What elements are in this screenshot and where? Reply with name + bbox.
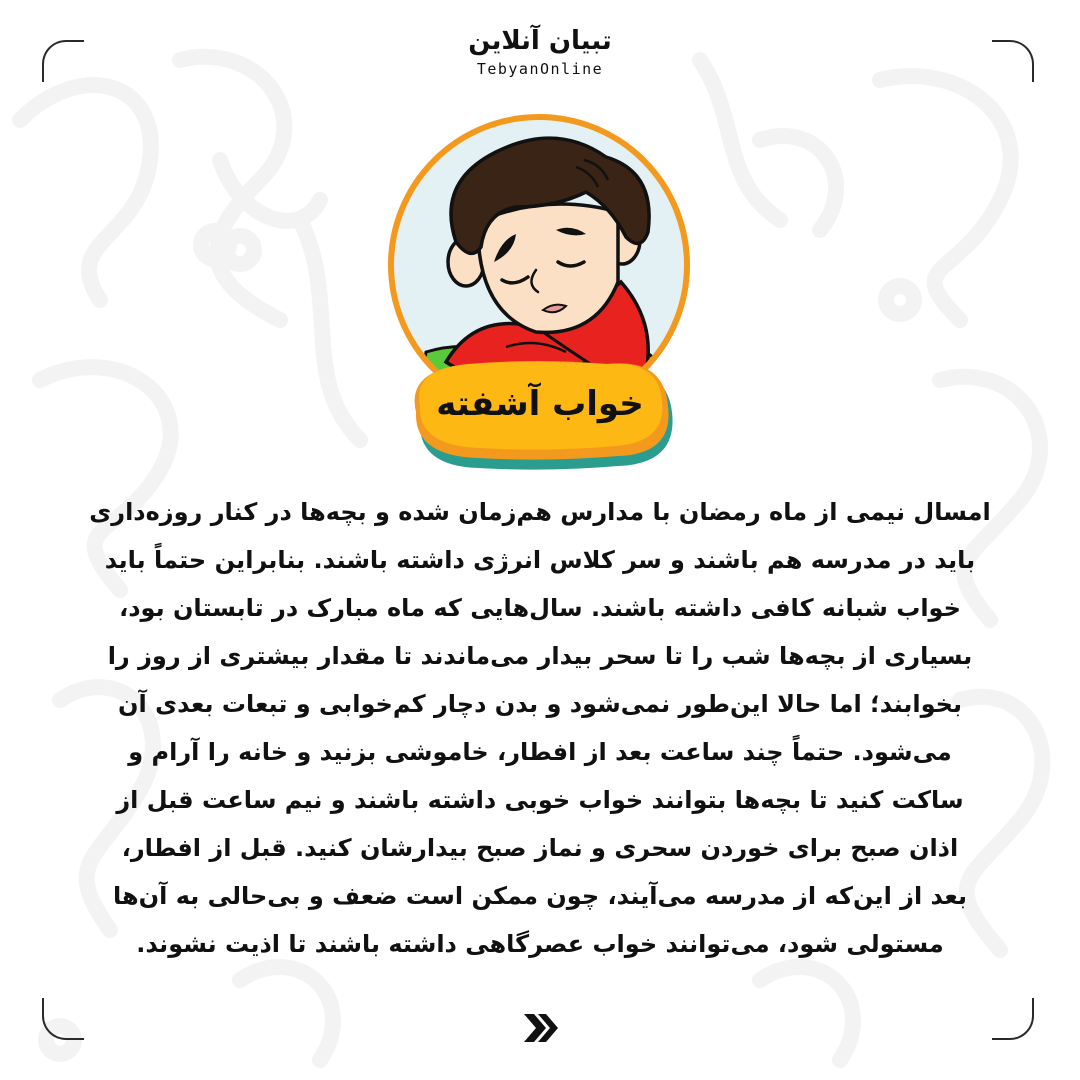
brand-logo — [440, 26, 640, 78]
article-line: مستولی شود، می‌توانند خواب عصرگاهی داشته باشند تا اذیت نشوند. — [136, 930, 944, 958]
article-line: می‌شود. حتماً چند ساعت بعد از افطار، خاموشی بزنید و خانه را آرام و — [128, 738, 952, 766]
article-line: بخوابند؛ اما حالا این‌طور نمی‌شود و بدن دچار کم‌خوابی و تبعات بعدی آن — [118, 690, 962, 718]
frame-corner-top-left — [42, 40, 84, 82]
article-line: باید در مدرسه هم باشند و سر کلاس انرژی داشته باشند. بنابراین حتماً باید — [104, 546, 976, 574]
article-body — [70, 488, 1010, 968]
double-chevron-right-icon[interactable] — [520, 1010, 560, 1046]
article-line: اذان صبح برای خوردن سحری و نماز صبح بیدارشان کنید. قبل از افطار، — [121, 834, 959, 862]
article-line: امسال نیمی از ماه رمضان با مدارس هم‌زمان شده و بچه‌ها در کنار روزه‌داری — [89, 498, 991, 526]
logo-persian: تبیان آنلاین — [468, 26, 612, 56]
logo-latin: TebyanOnline — [476, 60, 604, 78]
article-line: خواب شبانه کافی داشته باشند. سال‌هایی که ماه مبارک در تابستان بود، — [119, 594, 961, 622]
title-badge — [398, 356, 682, 474]
badge-title: خواب آشفته — [436, 384, 644, 424]
article-line: بعد از این‌که از مدرسه می‌آیند، چون ممکن است ضعف و بی‌حالی به آن‌ها — [113, 882, 967, 910]
article-line: بسیاری از بچه‌ها شب را تا سحر بیدار می‌ماندند تا مقدار بیشتری از روز را — [107, 642, 973, 670]
article-line: ساکت کنید تا بچه‌ها بتوانند خواب خوبی داشته باشند و نیم ساعت قبل از — [116, 786, 964, 814]
